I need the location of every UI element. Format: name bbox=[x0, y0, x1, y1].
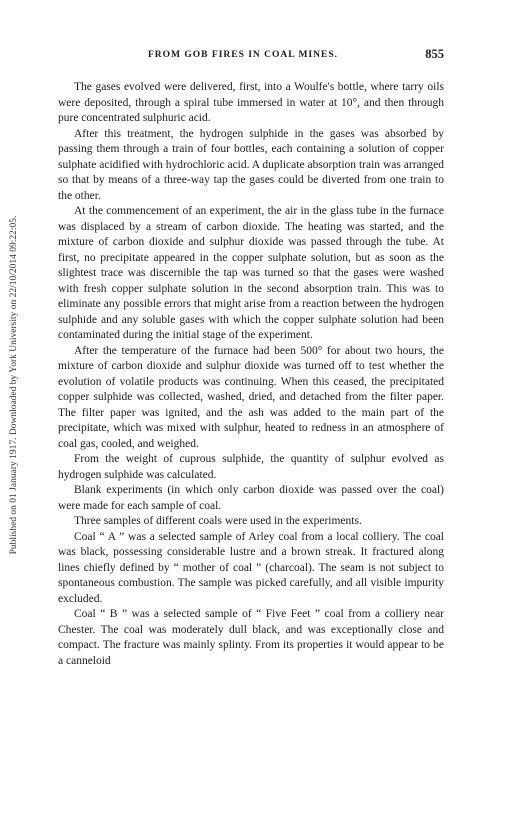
paragraph: After the temperature of the furnace had been 500° for about two hours, the mixture of carbon dioxide and sulphur dioxide was turned off to test whether the evolution of volatile products was continuing. When this ceased, the precipitated copper sulphide was collected, washed, dried, and detached from the filter paper. The filter paper was ignited, and the ash was added to the main part of the precipitate, which was mixed with sulphur, heated to redness in an atmosphere of coal gas, cooled, and weighed. bbox=[58, 344, 444, 450]
body-text bbox=[58, 80, 444, 669]
paragraph: Coal “ A ” was a selected sample of Arley coal from a local colliery. The coal was black, possessing considerable lustre and a brown streak. It fractured along lines chiefly defined by “ mother of coal ” (charcoal). The seam is not subject to spontaneous combustion. The sample was picked carefully, and all visible impurity excluded. bbox=[58, 530, 444, 605]
download-watermark-text: Published on 01 January 1917. Downloaded by York University on 22/10/2014 09:22:05. bbox=[9, 215, 19, 555]
paragraph: The gases evolved were delivered, first, into a Woulfe's bottle, where tarry oils were deposited, through a spiral tube immersed in water at 10°, and then through pure concentrated sulphuric acid. bbox=[58, 81, 444, 124]
paragraph: Blank experiments (in which only carbon dioxide was passed over the coal) were made for each sample of coal. bbox=[58, 484, 444, 512]
paragraph: Coal “ B ” was a selected sample of “ Five Feet ” coal from a colliery near Chester. The coal was moderately dull black, and was exceptionally close and compact. The fracture was mainly splinty. From its properties it would appear to be a canneloid bbox=[58, 608, 444, 667]
paragraph: At the commencement of an experiment, the air in the glass tube in the furnace was displaced by a stream of carbon dioxide. The heating was started, and the mixture of carbon dioxide and sulphur dioxide was passed through the tube. At first, no precipitate appeared in the copper sulphate solution, but as soon as the slightest trace was discernible the tap was turned so that the gases were washed with fresh copper sulphate solution in the second absorption train. This was to eliminate any possible errors that might arise from a reaction between the hydrogen sulphide and any soluble gases with which the copper sulphate solution had been contaminated during the initial stage of the experiment. bbox=[58, 205, 444, 341]
running-title: FROM GOB FIRES IN COAL MINES. bbox=[148, 50, 338, 60]
page-number: 855 bbox=[425, 47, 444, 61]
paragraph: From the weight of cuprous sulphide, the quantity of sulphur evolved as hydrogen sulphide was calculated. bbox=[58, 453, 444, 481]
page-header bbox=[58, 47, 444, 66]
paragraph: After this treatment, the hydrogen sulphide in the gases was absorbed by passing them through a train of four bottles, each containing a solution of copper sulphate acidified with hydrochloric acid. A duplicate absorption train was arranged so that by means of a three-way tap the gases could be diverted from one train to the other. bbox=[58, 127, 444, 202]
paragraph: Three samples of different coals were used in the experiments. bbox=[74, 515, 362, 527]
